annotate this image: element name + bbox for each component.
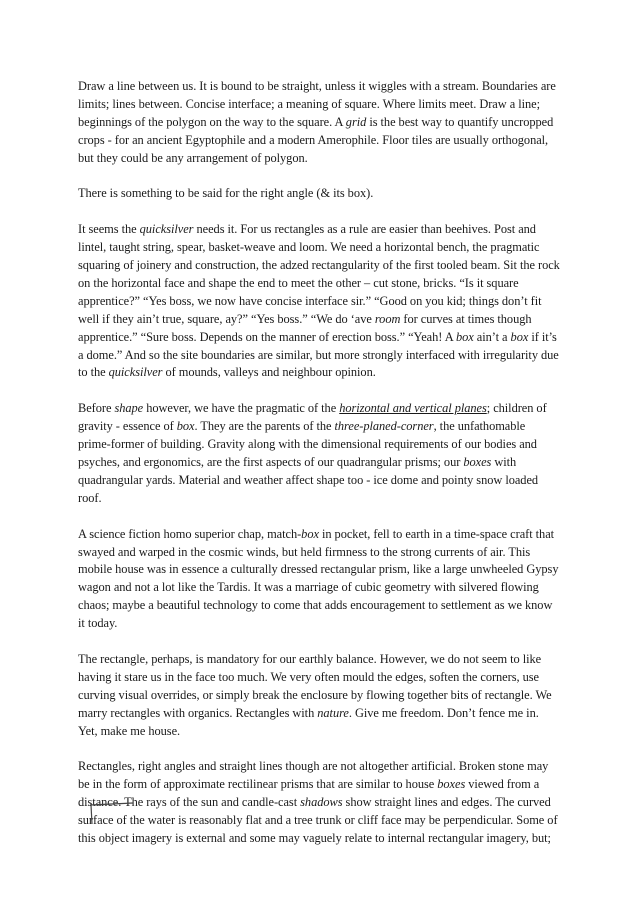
text-run: . Give me freedom. Don’t fence me in. Yet, make me house. (78, 705, 539, 738)
text-run: ain’t a (473, 329, 511, 344)
text-run: show straight lines and edges. The curved surface of the water is reasonably flat and a tree trunk or cliff face may be perpendicular. Some of this object imagery is external and some may vaguely relate to internal rectangular imagery, but; (78, 795, 558, 845)
emphasis-text: quicksilver (108, 365, 163, 380)
emphasis-text: box (301, 526, 319, 541)
text-run: Before (78, 401, 115, 416)
text-run: There is something to be said for the right angle (& its box). (78, 186, 374, 201)
text-run: is the best way to quantify uncropped crops - for an ancient Egyptophile and a modern Amerophile. Floor tiles are usually orthogonal, but they could be any arrangement of polygon. (78, 114, 554, 165)
emphasis-text: box (510, 329, 529, 344)
text-run: if it’s a dome.” And so the site boundaries are similar, but more strongly interfaced with irregularity due to the (78, 329, 559, 380)
paragraph (78, 526, 560, 633)
paragraph (78, 221, 560, 382)
paragraph (78, 78, 560, 168)
text-run: , the unfathomable prime-former of building. Gravity along with the dimensional requirements of our bodies and psyches, and ergonomics, are the first aspects of our quadrangular prisms; our (78, 419, 537, 469)
paragraph (78, 758, 560, 848)
text-run: Rectangles, right angles and straight lines though are not altogether artificial. Broken stone may be in the form of approximate rectilinear prisms that are similar to house (78, 759, 549, 792)
document-body (78, 78, 560, 848)
emphasis-text: boxes (437, 777, 466, 792)
emphasis-text: shape (114, 401, 144, 416)
emphasis-text: room (374, 311, 401, 326)
text-run: The rectangle, perhaps, is mandatory for our earthly balance. However, we do not seem to like having it stare us in the face too much. We very often mould the edges, soften the corners, use curving visual overrides, or simply break the enclosure by flowing together bits of rectangle. We marry rectangles with organics. Rectangles with (78, 651, 552, 720)
emphasis-text: quicksilver (139, 222, 194, 237)
paragraph (78, 400, 560, 507)
text-run: with quadrangular yards. Material and weather affect shape too - ice dome and pointy snow loaded roof. (78, 454, 539, 505)
emphasis-text: box (176, 419, 195, 434)
text-run: in pocket, fell to earth in a time-space craft that swayed and warped in the cosmic winds, but held firmness to the strong currents of air. This mobile house was in essence a culturally dressed rectangular prism, like a large unwheeled Gypsy wagon and not a lot like the Tardis. It was a marriage of cubic geometry with silvered flowing chaos; maybe a beautiful technology to come that adds encouragement to settlement as we know it today. (78, 526, 559, 631)
emphasis-text: horizontal and vertical planes (339, 401, 487, 416)
emphasis-text: grid (345, 114, 367, 129)
paragraph (78, 651, 560, 741)
text-run: ; children of gravity - essence of (78, 401, 547, 434)
text-run: however, we have the pragmatic of the (143, 401, 340, 416)
emphasis-text: box (455, 329, 474, 344)
text-run: Draw a line between us. It is bound to be straight, unless it wiggles with a stream. Boundaries are limits; lines between. Concise interface; a meaning of square. Where limits meet. Draw a line; beginnings of the polygon on the way to the square. A (78, 79, 556, 129)
paragraph (78, 185, 560, 203)
emphasis-text: shadows (300, 795, 343, 810)
text-run: . They are the parents of the (194, 419, 335, 434)
text-run: of mounds, valleys and neighbour opinion. (162, 365, 376, 380)
emphasis-text: three-planed-corner (334, 419, 434, 434)
emphasis-text: boxes (463, 454, 492, 469)
corner-sketch-mark (86, 796, 136, 826)
text-run: It seems the (78, 222, 140, 237)
text-run: viewed from a distance. The rays of the sun and candle-cast (78, 777, 540, 810)
text-run: needs it. For us rectangles as a rule are easier than beehives. Post and lintel, taught string, spear, basket-weave and loom. We need a horizontal bench, the pragmatic squaring of joinery and construction, the adzed rectangularity of the first tooled beam. Sit the rock on the horizontal face and shape the end to meet the other – cut stone, bricks. “Is it square apprentice?” “Yes boss, we now have concise interface sir.” “Good on you kid; things don’t fit well if they ain’t true, square, ay?” “Yes boss.” “We do ‘ave (78, 222, 560, 326)
emphasis-text: nature (317, 705, 349, 720)
text-run: A science fiction homo superior chap, match- (78, 526, 302, 541)
text-run: for curves at times though apprentice.” “Sure boss. Depends on the manner of erection boss.” “Yeah! A (78, 311, 532, 344)
